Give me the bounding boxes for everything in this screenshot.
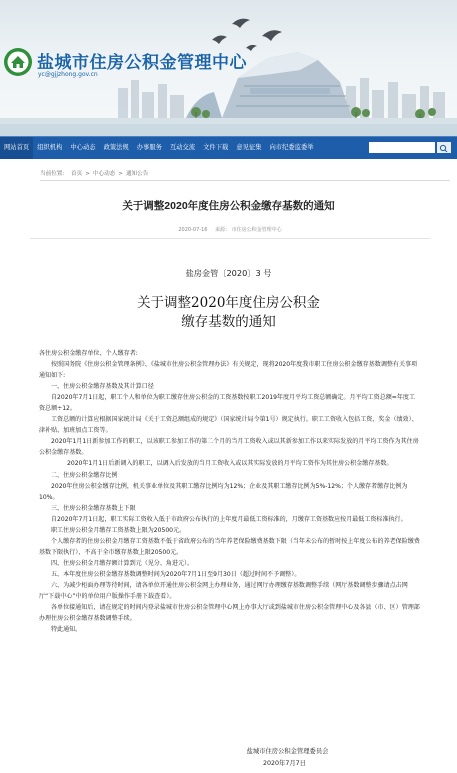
nav-item-home[interactable]: 网站首页 xyxy=(0,137,33,159)
breadcrumb-label: 当前位置： xyxy=(40,171,68,177)
nav-item-policy[interactable]: 政策法规 xyxy=(103,144,129,151)
article-paragraph: 工资总额的计算应根据国家统计局《关于工资总额组成的规定》（国家统计局令第1号）规定执行。职工工资收入包括工资、奖金（绩效）、津补贴、加班加点工资等。 xyxy=(39,416,418,435)
header-banner xyxy=(0,0,457,136)
article-title: 关于调整2020年度住房公积金缴存基数的通知 xyxy=(122,200,335,212)
document-number: 盐房金管〔2020〕3 号 xyxy=(185,268,272,278)
article-date: 2020-07-16 xyxy=(178,227,208,233)
signature-date: 2020年7月7日 xyxy=(263,760,306,767)
article-source: 来源： 市住房公积金管理中心 xyxy=(215,227,282,233)
article-paragraph: 四、住房公积金月缴存额计算到元（见分、角进元）。 xyxy=(51,559,194,567)
article-paragraph: 一、住房公积金缴存基数及其计算口径 xyxy=(51,383,154,391)
article-paragraph: 自2020年7月1日起，职工个人和单位为职工缴存住房公积金的工资基数按职工2019年度月平均工资总额确定。月平均工资总额=年度工资总额÷12。 xyxy=(39,394,416,413)
nav-item-organization[interactable]: 组织机构 xyxy=(37,144,63,151)
breadcrumb-home[interactable]: 首页 xyxy=(70,171,83,177)
search-button[interactable] xyxy=(437,142,451,153)
article-paragraph: 各住房公积金缴存单位、个人缴存者: xyxy=(39,350,138,357)
breadcrumb-news[interactable]: 中心动态 xyxy=(92,171,116,177)
search-input[interactable] xyxy=(369,142,435,153)
article-paragraph: 五、本年度住房公积金缴存基数调整时间为2020年7月1日至9月30日（超过时间不予调整）。 xyxy=(51,570,301,578)
nav-item-services[interactable]: 办事服务 xyxy=(136,144,162,151)
signature-block xyxy=(0,746,457,770)
article-paragraph: 职工住房公积金月缴存工资基数上限为20500元。 xyxy=(51,526,186,534)
article-paragraph: 特此通知。 xyxy=(51,626,82,634)
nav-item-interaction[interactable]: 互动交流 xyxy=(169,144,196,151)
nav-item-opinions[interactable]: 意见征集 xyxy=(236,144,262,151)
article-paragraph: 自2020年7月1日起，职工实际工资收入低于市政府公布执行的上年度月最低工资标准的，月缴存工资基数应按月最低工资标准执行。 xyxy=(51,515,407,523)
nav-item-downloads[interactable]: 文件下载 xyxy=(203,144,229,151)
document-heading-line2: 缴存基数的通知 xyxy=(181,314,276,330)
article-paragraph: 各单位接通知后，请在规定的时间内登录盐城市住房公积金管理中心网上办事大厅或到盐城市住房公积金管理中心及各县（市、区）管理部办理住房公积金缴存基数调整手续。 xyxy=(39,604,420,623)
article-body xyxy=(39,348,421,635)
site-title: 盐城市住房公积金管理中心 xyxy=(37,53,247,73)
article-paragraph: 个人缴存者的住房公积金月缴存工资基数不低于省政府公布的当年养老保险缴费基数下限（当年未公布的暂时按上年度公布的养老保险缴费基数下限执行），不高于全市缴存基数上限20500元。 xyxy=(39,537,420,556)
nav-item-news[interactable]: 中心动态 xyxy=(70,144,96,151)
article-paragraph: 三、住房公积金缴存基数上下限 xyxy=(51,504,136,512)
main-nav xyxy=(0,136,457,159)
breadcrumb-notices[interactable]: 通知公告 xyxy=(125,171,149,177)
article-paragraph: 二、住房公积金缴存比例 xyxy=(51,471,118,479)
article-meta xyxy=(30,226,430,239)
site-url: yc@gjjzhong.gov.cn xyxy=(38,71,98,78)
article-paragraph: 2020年1月1日新参加工作的职工，以该职工参加工作的第二个月的当月工资收入或以其新参加工作以来实际发放的月平均工资作为其住房公积金缴存基数。 xyxy=(39,438,419,457)
document-heading xyxy=(0,294,457,332)
search-icon xyxy=(437,143,451,154)
signature-org: 盐城市住房公积金管理委员会 xyxy=(246,748,329,755)
breadcrumb-separator: > xyxy=(118,171,123,177)
article-paragraph: 2020年住房公积金缴存比例，机关事业单位及其职工缴存比例均为12%；企业及其职工缴存比例为5%-12%；个人缴存者缴存比例为10%。 xyxy=(39,482,408,501)
house-logo-icon xyxy=(3,47,33,77)
article-paragraph: 六、为减少柜面办理等待时间，请各单位开通住房公积金网上办理业务，通过网厅办理缴存基数调整手续（网厅基数调整步骤请点击网厅“下载中心”中的单位用户版操作手册下载查看）。 xyxy=(39,581,408,601)
breadcrumb-separator: > xyxy=(85,171,90,177)
breadcrumb xyxy=(40,168,450,181)
nav-item-report[interactable]: 向市纪委监委举 xyxy=(269,144,314,151)
article-paragraph: 按照国务院《住房公积金管理条例》、《盐城市住房公积金管理办法》有关规定，现将2020年度我市职工住房公积金缴存基数调整有关事项通知如下: xyxy=(39,361,418,380)
document-heading-line1: 关于调整2020年度住房公积金 xyxy=(137,295,320,311)
article-paragraph: 2020年1月1日后新调入的职工，以调入后发放的当月工资收入或以其实际发放的月平均工资作为其住房公积金缴存基数。 xyxy=(67,460,393,468)
